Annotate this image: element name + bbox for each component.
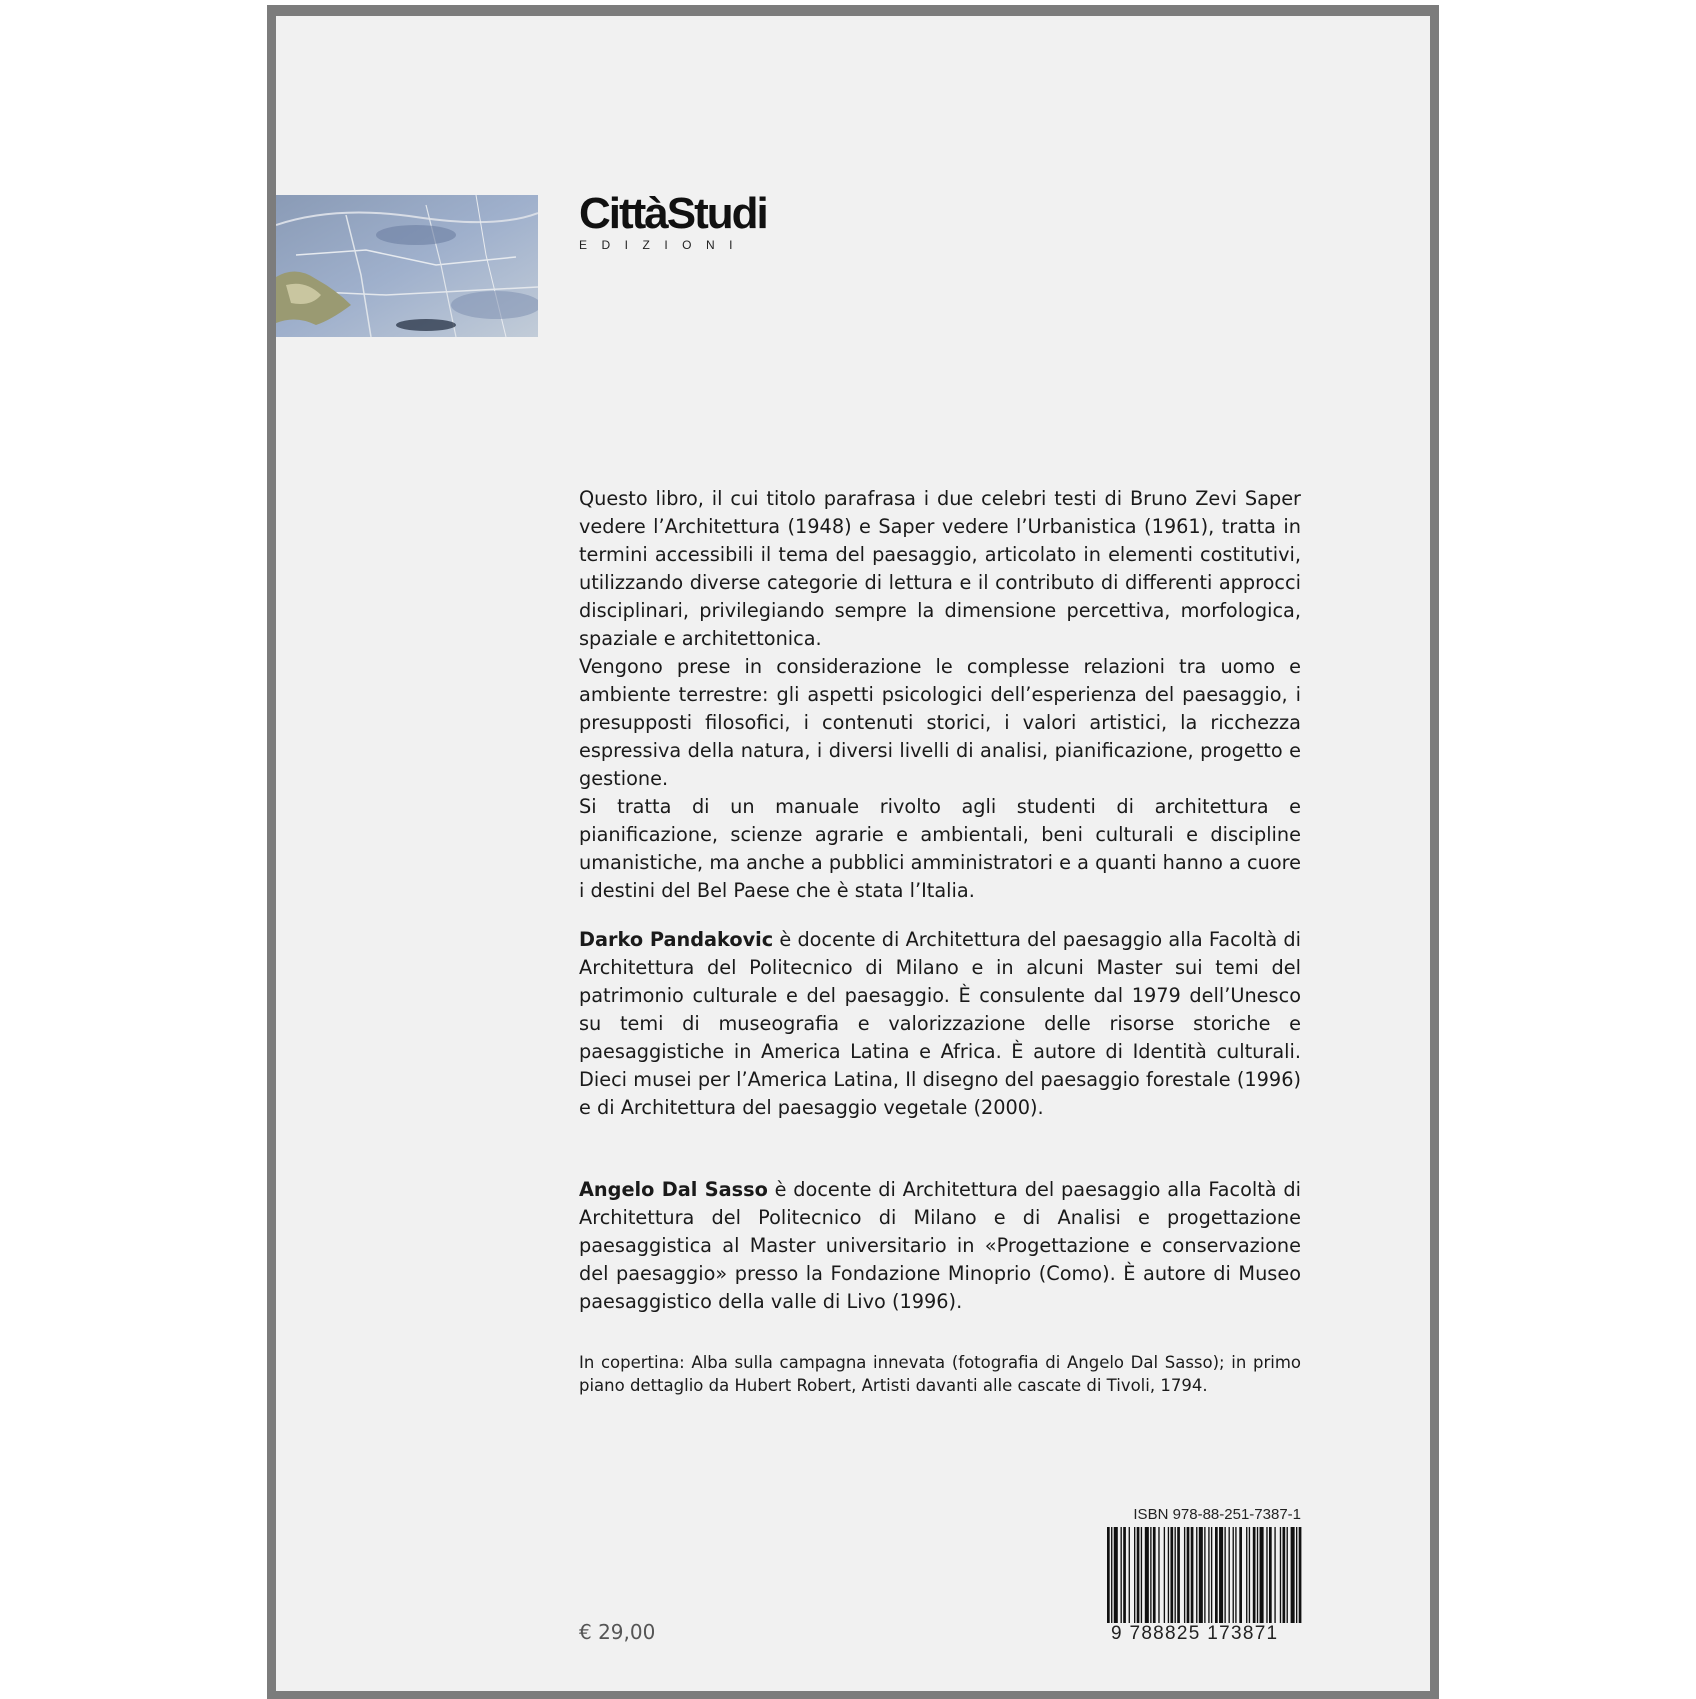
barcode-bar <box>1215 1527 1218 1623</box>
description-paragraph-2: Vengono prese in considerazione le complesse relazioni tra uomo e ambiente terrestre: gli aspetti psicologici dell’esperienza del paesaggio, i presupposti filosofici, i contenuti storici, i valori artistici, la ricchezza espressiva della natura, i diversi livelli di analisi, pianificazione, progetto e gestione. <box>579 655 1301 790</box>
barcode-bar <box>1153 1527 1156 1623</box>
barcode-bar <box>1283 1527 1286 1623</box>
barcode-bar <box>1204 1527 1205 1623</box>
price-label: € 29,00 <box>579 1620 656 1644</box>
author-bio-1 <box>579 926 1301 1122</box>
barcode-bar <box>1184 1527 1185 1623</box>
barcode-bar <box>1137 1527 1140 1623</box>
barcode-bar <box>1114 1527 1118 1623</box>
author-bio-text-1: è docente di Architettura del paesaggio alla Facoltà di Architettura del Politecnico di Milano e in alcuni Master sui temi del patrimonio culturale e del paesaggio. È consulente dal 1979 dell’Unesco su temi di museografia e valorizzazione delle risorse storiche e paesaggistiche in America Latina e Africa. È autore di Identità culturali. Dieci musei per l’America Latina, Il disegno del paesaggio forestale (1996) e di Architettura del paesaggio vegetale (2000). <box>579 928 1301 1119</box>
publisher-name: CittàStudi <box>579 189 767 238</box>
barcode-bar <box>1239 1527 1242 1623</box>
barcode-bar <box>1253 1527 1256 1623</box>
barcode-bar <box>1141 1527 1142 1623</box>
barcode-bar <box>1175 1527 1176 1623</box>
author-bio-text-2: è docente di Architettura del paesaggio alla Facoltà di Architettura del Politecnico di Milano e di Analisi e progettazione paesaggistica al Master universitario in «Progettazione e conservazione del paesaggio» presso la Fondazione Minoprio (Como). È autore di Museo paesaggistico della valle di Livo (1996). <box>579 1178 1302 1313</box>
cover-page <box>276 16 1430 1691</box>
barcode-bar <box>1177 1527 1180 1623</box>
publisher-logo <box>579 189 767 252</box>
cover-caption <box>579 1351 1301 1397</box>
barcode-bar <box>1229 1527 1230 1623</box>
description-paragraph-3: Si tratta di un manuale rivolto agli studenti di architettura e pianificazione, scienze agrarie e ambientali, beni culturali e discipline umanistiche, ma anche a pubblici amministratori e a quanti hanno a cuore i destini del Bel Paese che è stata l’Italia. <box>579 795 1301 902</box>
barcode-bar <box>1235 1527 1236 1623</box>
barcode-bar <box>1233 1527 1234 1623</box>
barcode-bar <box>1246 1527 1247 1623</box>
barcode-bar <box>1287 1527 1288 1623</box>
barcode-bar <box>1158 1527 1159 1623</box>
barcode-bar <box>1164 1527 1165 1623</box>
barcode-bar <box>1123 1527 1126 1623</box>
barcode-bar <box>1280 1527 1281 1623</box>
barcode-bar <box>1145 1527 1149 1623</box>
cover-photo-strip <box>276 195 538 337</box>
book-back-cover <box>267 5 1439 1699</box>
barcode-bar <box>1224 1527 1225 1623</box>
barcode-bar <box>1196 1527 1197 1623</box>
barcode-bar <box>1168 1527 1169 1623</box>
barcode-bar <box>1257 1527 1258 1623</box>
cover-caption-text: In copertina: Alba sulla campagna innevata (fotografia di Angelo Dal Sasso); in primo piano dettaglio da Hubert Robert, Artisti davanti alle cascate di Tivoli, 1794. <box>579 1353 1301 1395</box>
publisher-subtitle: EDIZIONI <box>579 238 748 252</box>
barcode-bar <box>1187 1527 1190 1623</box>
barcode-bar <box>1219 1527 1223 1623</box>
barcode-bar <box>1249 1527 1250 1623</box>
barcode-bar <box>1121 1527 1122 1623</box>
description-paragraph-1: Questo libro, il cui titolo parafrasa i due celebri testi di Bruno Zevi Saper vedere l’Architettura (1948) e Saper vedere l’Urbanistica (1961), tratta in termini accessibili il tema del paesaggio, articolato in elementi costitutivi, utilizzando diverse categorie di lettura e il contributo di differenti approcci disciplinari, privilegiando sempre la dimensione percettiva, morfologica, spaziale e architettonica. <box>579 487 1301 650</box>
barcode-bar <box>1211 1527 1212 1623</box>
barcode-bar <box>1260 1527 1264 1623</box>
barcode <box>1105 1527 1305 1623</box>
barcode-bar <box>1274 1527 1275 1623</box>
barcode-bar <box>1208 1527 1209 1623</box>
barcode-bar <box>1111 1527 1112 1623</box>
barcode-bar <box>1170 1527 1173 1623</box>
author-name-1: Darko Pandakovic <box>579 928 774 951</box>
barcode-bar <box>1266 1527 1267 1623</box>
snowy-landscape-image <box>276 195 538 337</box>
barcode-bar <box>1269 1527 1272 1623</box>
barcode-bar <box>1129 1527 1130 1623</box>
barcode-bar <box>1199 1527 1203 1623</box>
barcode-bar <box>1107 1527 1110 1623</box>
barcode-bar <box>1134 1527 1135 1623</box>
barcode-bar <box>1296 1527 1297 1623</box>
author-name-2: Angelo Dal Sasso <box>579 1178 768 1201</box>
barcode-bar <box>1291 1527 1295 1623</box>
author-bio-2 <box>579 1176 1301 1316</box>
barcode-bar <box>1191 1527 1194 1623</box>
isbn-label: ISBN 978-88-251-7387-1 <box>1133 1506 1301 1523</box>
barcode-number: 9 788825 173871 <box>1111 1623 1303 1645</box>
book-description <box>579 485 1301 905</box>
barcode-bar <box>1150 1527 1151 1623</box>
barcode-bar <box>1299 1527 1302 1623</box>
